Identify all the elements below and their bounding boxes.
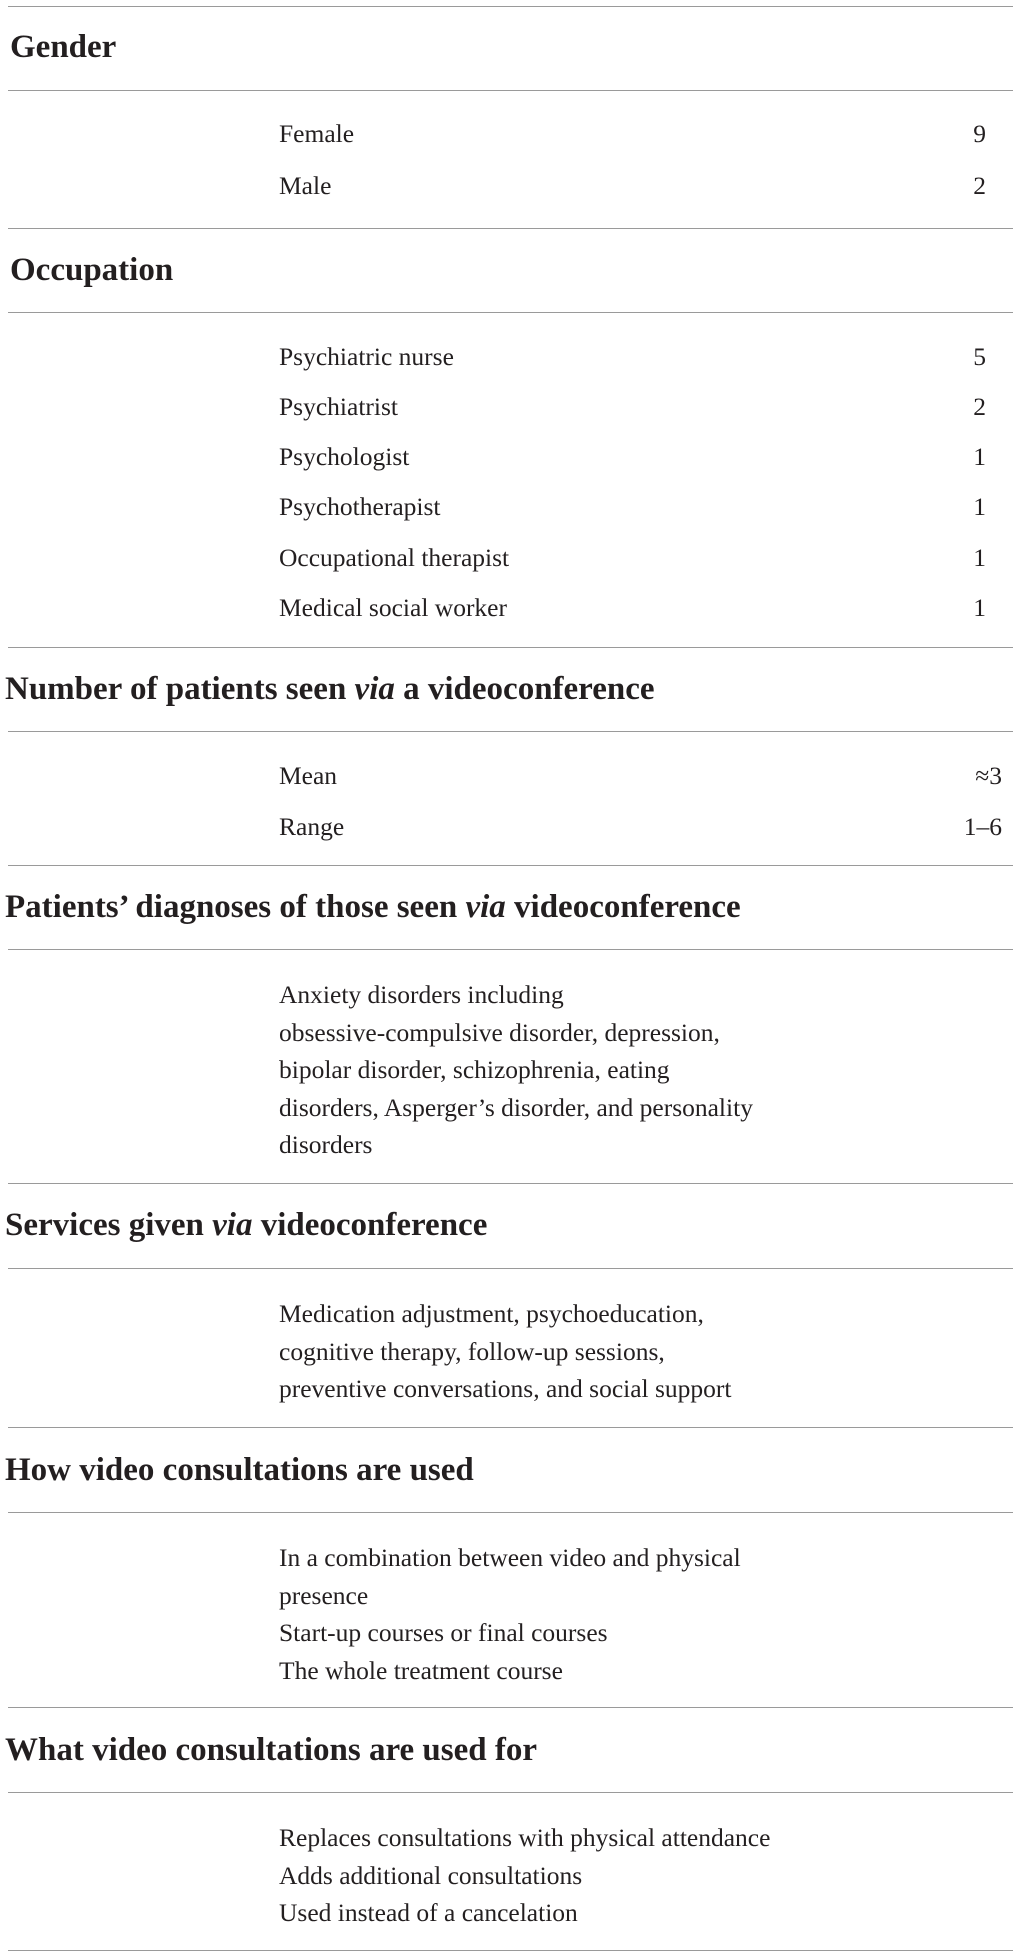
row-label: Female	[279, 119, 355, 148]
row-label: Range	[279, 812, 345, 841]
row-value: ≈3	[975, 761, 1002, 790]
row-label: Male	[279, 171, 332, 200]
section-title-patients-seen: Number of patients seen via a videoconference	[5, 671, 655, 707]
row-value: 1–6	[963, 812, 1002, 841]
row-value: 1	[973, 442, 986, 471]
row-value: 2	[973, 392, 986, 421]
text-line: In a combination between video and physical	[279, 1543, 741, 1572]
section-title-gender: Gender	[10, 29, 117, 65]
row-value: 9	[973, 119, 986, 148]
text-line: obsessive-compulsive disorder, depression,	[279, 1017, 720, 1047]
section-rule	[8, 1268, 1013, 1269]
row-label: Psychiatric nurse	[279, 342, 454, 371]
row-label: Psychiatrist	[279, 392, 398, 421]
section-title-how-used: How video consultations are used	[5, 1452, 474, 1488]
section-title-diagnoses: Patients’ diagnoses of those seen via videoconference	[5, 889, 741, 925]
text-line: disorders	[279, 1130, 373, 1159]
text-line: Anxiety disorders including	[279, 980, 564, 1009]
text-line: The whole treatment course	[279, 1655, 563, 1685]
diagnoses-text	[279, 976, 879, 1164]
text-line: cognitive therapy, follow-up sessions,	[279, 1336, 665, 1366]
section-rule	[8, 228, 1013, 229]
section-rule	[8, 949, 1013, 950]
section-title-occupation: Occupation	[10, 252, 174, 288]
section-rule	[8, 1707, 1013, 1708]
text-line: preventive conversations, and social support	[279, 1374, 732, 1403]
section-rule	[8, 312, 1013, 313]
text-line: bipolar disorder, schizophrenia, eating	[279, 1055, 670, 1084]
text-line: Replaces consultations with physical attendance	[279, 1823, 771, 1852]
row-value: 1	[973, 543, 986, 572]
row-label: Medical social worker	[279, 593, 507, 622]
row-label: Occupational therapist	[279, 543, 510, 572]
row-value: 5	[973, 342, 986, 371]
text-line: Used instead of a cancelation	[279, 1898, 578, 1927]
text-line: Medication adjustment, psychoeducation,	[279, 1299, 704, 1328]
section-rule	[8, 1792, 1013, 1793]
section-rule	[8, 731, 1013, 732]
section-rule	[8, 90, 1013, 91]
how-used-text	[279, 1539, 879, 1689]
section-title-used-for: What video consultations are used for	[5, 1732, 537, 1768]
row-value: 1	[973, 593, 986, 622]
row-label: Mean	[279, 761, 338, 790]
section-rule	[8, 865, 1013, 866]
row-value: 1	[973, 492, 986, 521]
section-rule	[8, 647, 1013, 648]
table-top-rule	[8, 6, 1013, 7]
row-label: Psychotherapist	[279, 492, 441, 521]
section-title-services: Services given via videoconference	[5, 1207, 488, 1243]
section-rule	[8, 1427, 1013, 1428]
section-rule	[8, 1183, 1013, 1184]
text-line: presence	[279, 1580, 369, 1610]
section-rule	[8, 1512, 1013, 1513]
text-line: Adds additional consultations	[279, 1860, 583, 1890]
row-value: 2	[973, 171, 986, 200]
used-for-text	[279, 1819, 879, 1932]
table-bottom-rule	[8, 1950, 1013, 1951]
services-text	[279, 1295, 879, 1408]
text-line: disorders, Asperger’s disorder, and personality	[279, 1092, 753, 1122]
row-label: Psychologist	[279, 442, 410, 471]
text-line: Start-up courses or final courses	[279, 1618, 608, 1647]
